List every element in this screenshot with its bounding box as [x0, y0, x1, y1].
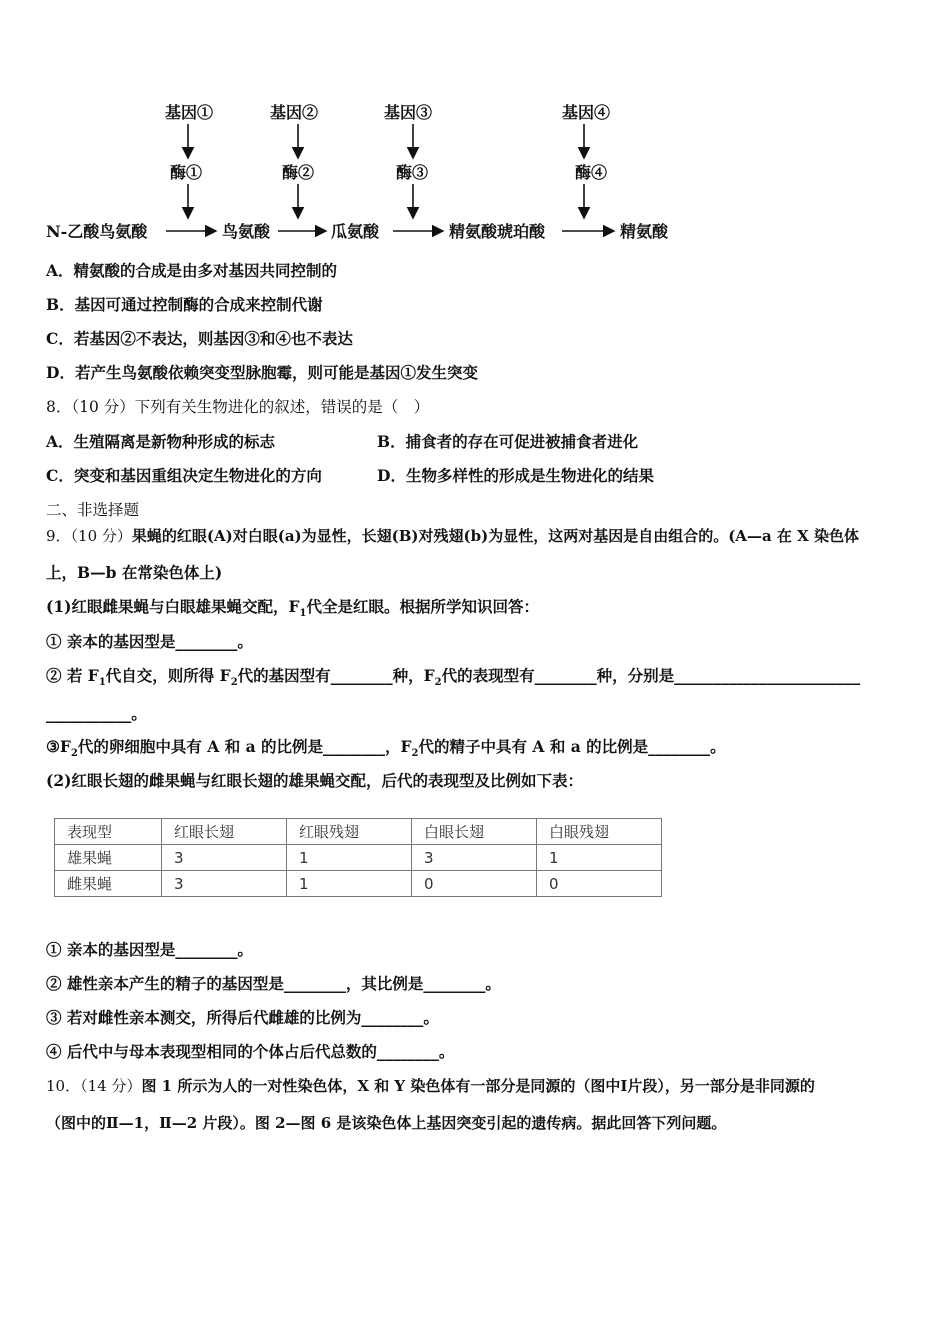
table-header-cell: 白眼残翅 [537, 819, 662, 845]
gene-label: 基因② [270, 103, 319, 122]
q7-option-c: C．若基因②不表达，则基因③和④也不表达 [46, 329, 353, 348]
enzyme-label: 酶② [282, 163, 315, 182]
q7-option-d: D．若产生鸟氨酸依赖突变型脉胞霉，则可能是基因①发生突变 [46, 363, 478, 382]
table-header-row [55, 819, 662, 845]
q9-stem: 9．（10 分）果蝇的红眼(A)对白眼(a)为显性，长翅(B)对残翅(b)为显性，这两对基因是自由组合的。(A—a 在 X 染色体 [46, 527, 859, 545]
table-header-cell: 红眼长翅 [162, 819, 287, 845]
q9-p2-q3: ③ 若对雌性亲本测交，所得后代雌雄的比例为________。 [46, 1008, 439, 1027]
table-header-cell: 红眼残翅 [287, 819, 412, 845]
q9-p2-q4: ④ 后代中与母本表现型相同的个体占后代总数的________。 [46, 1042, 455, 1061]
table-cell: 1 [287, 845, 412, 871]
enzyme-label: 酶③ [396, 163, 429, 182]
q9-stem-cont: 上，B—b 在常染色体上) [46, 563, 223, 582]
q10-stem: 10．（14 分）图 1 所示为人的一对性染色体，X 和 Y 染色体有一部分是同源的（图中Ⅰ片段），另一部分是非同源的 [46, 1077, 815, 1095]
q7-option-a: A．精氨酸的合成是由多对基因共同控制的 [46, 261, 338, 280]
q7-option-b: B．基因可通过控制酶的合成来控制代谢 [46, 295, 323, 314]
q9-p2-q2: ② 雄性亲本产生的精子的基因型是________，其比例是________。 [46, 974, 501, 993]
section-heading: 二、非选择题 [46, 501, 140, 519]
gene-label: 基因③ [384, 103, 433, 122]
q9-p1-q1: ① 亲本的基因型是________。 [46, 632, 253, 651]
compound-label: 精氨酸琥珀酸 [449, 222, 546, 241]
q9-p1-q2: ② 若 $F_1$代自交，则所得 $F_2$代的基因型有________种，$F_2$代的表现型有________种，分别是________________________ [46, 666, 861, 689]
table-cell: 3 [162, 871, 287, 897]
q8-stem: 8．（10 分）下列有关生物进化的叙述，错误的是（ ） [46, 398, 430, 416]
q10-stem-cont: （图中的Ⅱ—1，Ⅱ—2 片段）。图 2—图 6 是该染色体上基因突变引起的遗传病。据此回答下列问题。 [46, 1114, 727, 1132]
table-header-cell: 表现型 [55, 819, 162, 845]
table-cell: 3 [162, 845, 287, 871]
compound-label: 鸟氨酸 [222, 222, 271, 241]
metabolic-pathway-diagram [46, 100, 696, 245]
table-cell: 3 [412, 845, 537, 871]
q9-part1: (1)红眼雌果蝇与白眼雄果蝇交配，$F_1$代全是红眼。根据所学知识回答： [46, 597, 539, 620]
q8-option-a: A．生殖隔离是新物种形成的标志 [46, 432, 276, 451]
q8-option-b: B．捕食者的存在可促进被捕食者进化 [377, 432, 639, 451]
gene-label: 基因④ [562, 103, 611, 122]
table-cell: 雄果蝇 [55, 845, 162, 871]
table-cell: 0 [537, 871, 662, 897]
q8-option-d: D．生物多样性的形成是生物进化的结果 [377, 466, 654, 485]
table-row [55, 845, 662, 871]
q9-p1-q2-cont: ___________。 [46, 704, 147, 723]
table-header-cell: 白眼长翅 [412, 819, 537, 845]
phenotype-table [54, 818, 662, 897]
table-cell: 1 [287, 871, 412, 897]
table-cell: 1 [537, 845, 662, 871]
table-cell: 雌果蝇 [55, 871, 162, 897]
table-row [55, 871, 662, 897]
table-cell: 0 [412, 871, 537, 897]
enzyme-label: 酶① [170, 163, 203, 182]
compound-label: 瓜氨酸 [331, 222, 380, 241]
enzyme-label: 酶④ [575, 163, 608, 182]
compound-label: 精氨酸 [620, 222, 669, 241]
q9-p1-q3: $③F_2$代的卵细胞中具有 A 和 a 的比例是________，$F_2$代的精子中具有 A 和 a 的比例是________。 [46, 737, 726, 760]
q8-option-c: C．突变和基因重组决定生物进化的方向 [46, 466, 322, 485]
gene-label: 基因① [165, 103, 214, 122]
q9-part2: (2)红眼长翅的雌果蝇与红眼长翅的雄果蝇交配，后代的表现型及比例如下表： [46, 771, 583, 790]
q9-p2-q1: ① 亲本的基因型是________。 [46, 940, 253, 959]
compound-label: N-乙酸鸟氨酸 [46, 222, 148, 241]
